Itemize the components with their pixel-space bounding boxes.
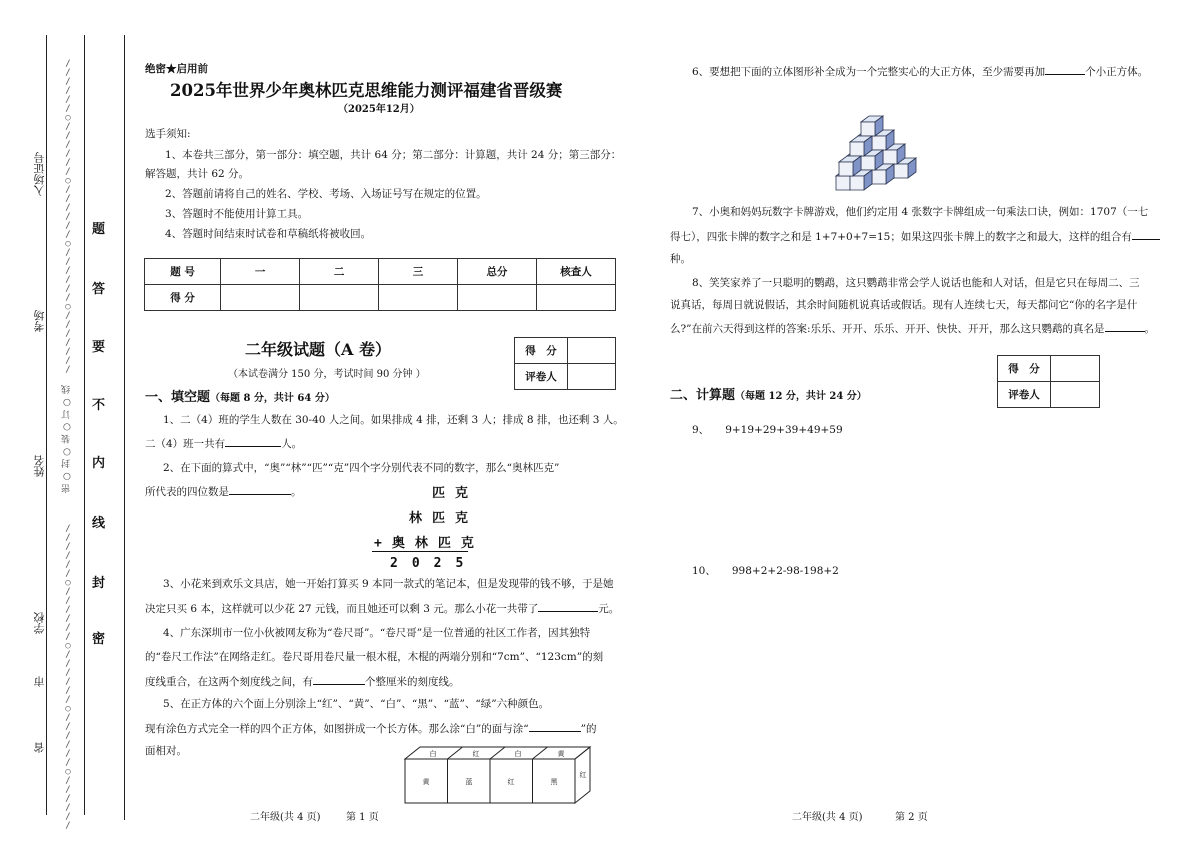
grader-reviewer-cell[interactable] <box>568 364 616 390</box>
q10-number: 10、 <box>692 565 716 577</box>
cube-front-label: 蓝 <box>465 778 473 786</box>
q7-text: 7、小奥和妈妈玩数字卡牌游戏，他们约定用 4 张数字卡牌组成一句乘法口诀，例如：1707（一七 <box>692 206 1149 218</box>
q10-line <box>692 564 839 578</box>
grader-reviewer-label: 评卷人 <box>998 382 1051 408</box>
q5-cube-figure <box>400 743 600 805</box>
q2-equation-sum: 2025 <box>390 556 478 571</box>
grade-title: 二年级试题（A 卷） <box>245 340 391 359</box>
q5-text: 面相对。 <box>145 745 187 757</box>
binding-line-middle <box>84 35 85 815</box>
q6-line <box>692 64 1148 79</box>
q4-text: 4、广东深圳市一位小伙被网友称为“卷尺哥”。“卷尺哥”是一位普通的社区工作者，因其独特 <box>163 627 591 639</box>
q10-work-area[interactable] <box>692 584 1132 784</box>
score-table-header: 二 <box>300 259 379 285</box>
field-school: 学校 <box>33 612 46 634</box>
grader-reviewer-label: 评卷人 <box>515 364 568 390</box>
q8-answer-line <box>670 321 1155 336</box>
q10-expression: 998+2+2-98-198+2 <box>731 565 839 577</box>
q7-text: 种。 <box>670 253 691 265</box>
grader-score-cell[interactable] <box>568 338 616 364</box>
section1-note: （每题 8 分，共计 64 分） <box>210 393 335 404</box>
q3-unit: 元。 <box>598 603 620 615</box>
grader-box-left <box>514 337 616 390</box>
q7-answer-blank[interactable] <box>1132 229 1160 240</box>
q9-work-area[interactable] <box>692 442 1132 552</box>
notice-item: 4、答题时间结束时试卷和草稿纸将被收回。 <box>165 228 372 240</box>
seal-word: 题 <box>92 222 106 237</box>
cube-top-label: 黄 <box>557 750 565 758</box>
q8-answer-blank[interactable] <box>1105 321 1145 332</box>
q8-text: 8、笑笑家养了一只聪明的鹦鹉，这只鹦鹉非常会学人说话也能和人对话，但是它只在每周二、三 <box>692 277 1140 289</box>
cube-front-label: 黑 <box>550 778 558 786</box>
score-table-row-label: 得 分 <box>145 285 221 311</box>
grade-subtitle: （本试卷满分 150 分，考试时间 90 分钟 ） <box>228 369 426 380</box>
footer-left-page: 第 1 页 <box>346 812 379 823</box>
q1-text: 1、二（4）班的学生人数在 30-40 人之间。如果排成 4 排，还剩 3 人；排成 8 排，也还剩 3 人。 <box>163 414 624 426</box>
q7-answer-line <box>670 229 1160 244</box>
q1-unit: 人。 <box>281 438 303 450</box>
secret-label: 绝密★启用前 <box>145 63 208 75</box>
q3-text: 3、小花来到欢乐文具店，她一开始打算买 9 本同一款式的笔记本，但是发现带的钱不够，于是她 <box>163 578 614 590</box>
score-table-header: 三 <box>379 259 458 285</box>
seal-word: 答 <box>92 282 106 297</box>
notice-item: 3、答题时不能使用计算工具。 <box>165 208 309 220</box>
footer-left-grade: 二年级(共 4 页) <box>250 812 321 823</box>
field-name: 姓名 <box>33 455 46 477</box>
cube-side-label: 红 <box>579 771 587 779</box>
q7-prompt: 得七），四张卡牌的数字之和是 1+7+0+7=15；如果这四张卡牌上的数字之和最大，这样的组合有 <box>670 231 1132 243</box>
q8-prompt: 么?”在前六天得到这样的答案:乐乐、开开、乐乐、开开、快快、开开，那么这只鹦鹉的真名是 <box>670 323 1105 335</box>
q3-answer-line <box>145 601 619 616</box>
q5-end: ”的 <box>580 723 597 735</box>
score-table <box>144 258 616 311</box>
notice-item: 解答题，共计 62 分。 <box>145 168 250 180</box>
q1-answer-line <box>145 436 302 451</box>
q2-end: 。 <box>291 486 302 498</box>
grader-reviewer-cell[interactable] <box>1051 382 1100 408</box>
score-table-header: 核查人 <box>536 259 615 285</box>
q2-answer-line <box>145 484 302 499</box>
score-cell[interactable] <box>221 285 300 311</box>
grader-score-label: 得 分 <box>998 356 1051 382</box>
cube-front-label: 黄 <box>422 778 430 786</box>
score-table-header: 题 号 <box>145 259 221 285</box>
binding-line-right <box>124 35 125 820</box>
field-province: 省 <box>33 742 46 753</box>
q2-answer-blank[interactable] <box>229 484 291 495</box>
q6-prompt: 6、要想把下面的立体图形补全成为一个完整实心的大正方体，至少需要再加 <box>692 66 1046 78</box>
q5-answer-blank[interactable] <box>529 721 581 732</box>
q6-unit: 个小正方体。 <box>1085 66 1149 78</box>
q8-text: 说真话，每周日就说假话，其余时间随机说真话或假话。现有人连续七天，每天都问它“你的名字是什 <box>670 299 1138 311</box>
seal-word: 内 <box>92 456 106 471</box>
score-cell[interactable] <box>300 285 379 311</box>
field-exam-room: 考场 <box>33 310 46 332</box>
seal-word: 要 <box>92 340 106 355</box>
q1-prompt: 二（4）班一共有 <box>145 438 226 450</box>
section1-heading <box>145 391 335 406</box>
exam-date: （2025年12月） <box>338 104 420 115</box>
score-cell[interactable] <box>458 285 537 311</box>
footer-right-grade: 二年级(共 4 页) <box>792 812 863 823</box>
q2-text: 2、在下面的算式中，“奥”“林”“匹”“克”四个字分别代表不同的数字，那么“奥林匹克” <box>163 462 560 474</box>
score-cell[interactable] <box>536 285 615 311</box>
grader-box-right <box>997 355 1100 408</box>
q4-prompt: 度线重合，在这两个刻度线之间，有 <box>145 676 313 688</box>
cube-front-label: 红 <box>507 778 515 786</box>
q2-equation-line1: 匹克 <box>432 486 479 501</box>
q6-staircase-figure <box>830 92 940 192</box>
score-table-header: 一 <box>221 259 300 285</box>
q5-prompt: 现有涂色方式完全一样的四个正方体，如图拼成一个长方体。那么涂“白”的面与涂“ <box>145 723 529 735</box>
q9-line <box>692 423 843 437</box>
q4-text: 的“卷尺工作法”在网络走红。卷尺哥用卷尺量一根木棍，木棍的两端分别和“7cm”、“123cm”的刻 <box>145 651 604 663</box>
seal-line-text: 密 ○ 封 ○ 装 ○ 订 ○ 线 <box>62 385 72 493</box>
section2-heading <box>670 389 867 404</box>
score-cell[interactable] <box>379 285 458 311</box>
grader-score-cell[interactable] <box>1051 356 1100 382</box>
field-admission-number: 入场证号 <box>33 152 46 196</box>
score-table-header: 总分 <box>458 259 537 285</box>
notice-item: 2、答题前请将自己的姓名、学校、考场、入场证号写在规定的位置。 <box>165 188 487 200</box>
section1-title: 一、填空题 <box>145 390 211 405</box>
q2-equation-line2: 林匹克 <box>409 511 479 526</box>
q2-equation-line3: +奥林匹克 <box>374 536 484 551</box>
q5-answer-line <box>145 721 596 736</box>
seal-word: 不 <box>92 398 106 413</box>
notice-item: 1、本卷共三部分，第一部分：填空题，共计 64 分；第二部分：计算题，共计 24 分；第三部分： <box>165 149 622 161</box>
q4-answer-blank[interactable] <box>313 674 365 685</box>
q9-expression: 9+19+29+39+49+59 <box>725 424 843 436</box>
cube-top-label: 红 <box>472 750 480 758</box>
q6-answer-blank[interactable] <box>1045 64 1085 75</box>
section2-title: 二、计算题 <box>670 388 736 403</box>
notice-label: 选手须知: <box>145 128 191 140</box>
q3-prompt: 决定只买 6 本，这样就可以少花 27 元钱，而且她还可以剩 3 元。那么小花一共带了 <box>145 603 539 615</box>
section2-note: （每题 12 分，共计 24 分） <box>735 391 867 402</box>
footer-right-page: 第 2 页 <box>895 812 928 823</box>
field-city: 市 <box>33 676 46 687</box>
q4-unit: 个整厘米的刻度线。 <box>365 676 460 688</box>
q8-end: 。 <box>1144 323 1156 335</box>
q1-answer-blank[interactable] <box>225 436 281 447</box>
q2-prompt: 所代表的四位数是 <box>145 486 229 498</box>
seal-word: 封 <box>92 576 106 591</box>
cube-top-label: 白 <box>429 750 437 758</box>
q2-equation-rule <box>372 551 468 552</box>
seal-word: 密 <box>92 632 106 647</box>
grader-score-label: 得 分 <box>515 338 568 364</box>
q5-text: 5、在正方体的六个面上分别涂上“红”、“黄”、“白”、“黑”、“蓝”、“绿”六种颜色。 <box>163 698 550 710</box>
cube-top-label: 白 <box>514 750 522 758</box>
q3-answer-blank[interactable] <box>538 601 598 612</box>
seal-dash-top: / / / / / / ○ / / / / / / ○ / / / / / / ○ / / / / / / ○ / / / / / / / <box>65 59 71 375</box>
seal-word: 线 <box>92 516 106 531</box>
exam-main-title: 2025年世界少年奥林匹克思维能力测评福建省晋级赛 <box>170 81 563 100</box>
q9-number: 9、 <box>692 424 710 436</box>
seal-dash-bottom: / / / / / / ○ / / / / / / ○ / / / / / / ○ / / / / / / ○ / / / / / / <box>65 524 71 831</box>
q4-answer-line <box>145 674 460 689</box>
